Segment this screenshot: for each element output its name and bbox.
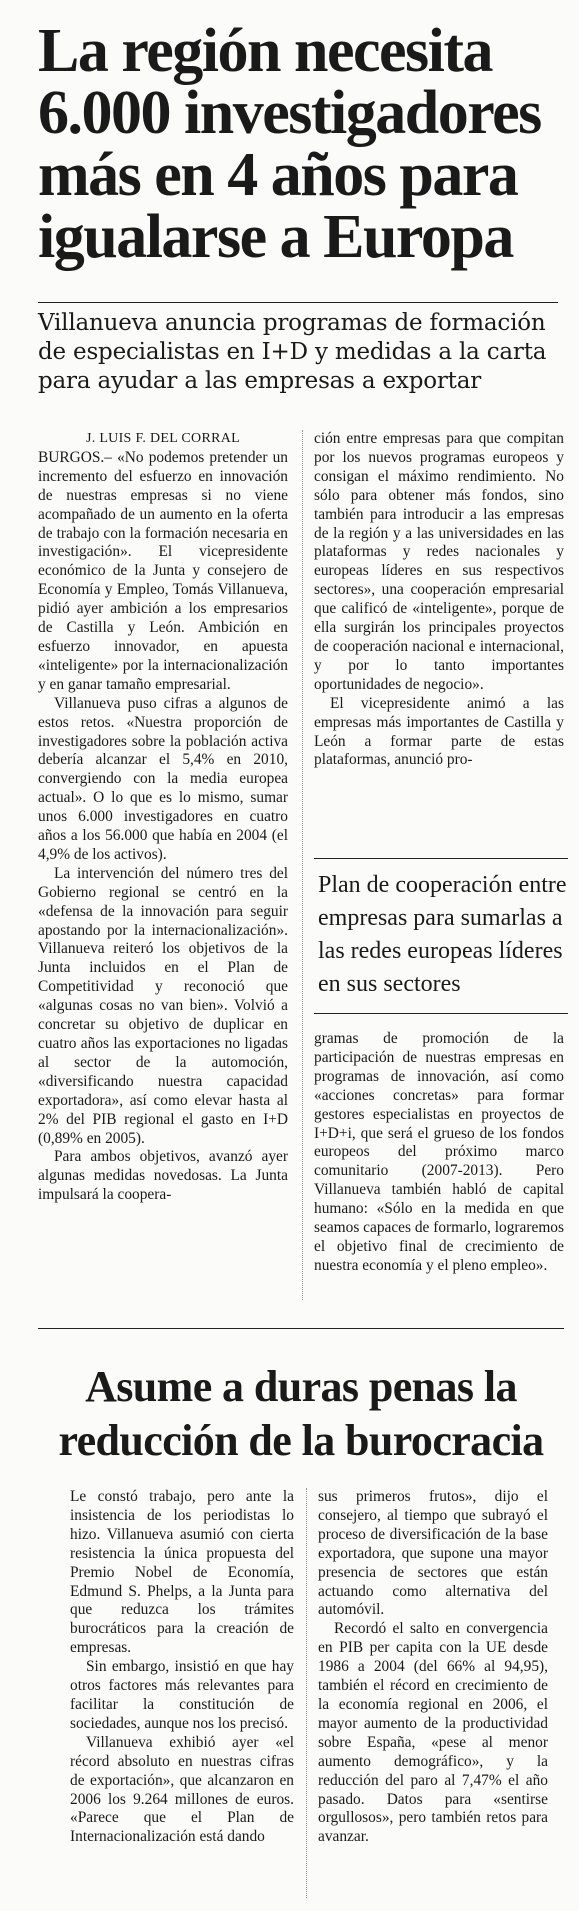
paragraph: ción entre empresas para que compitan por los nuevos programas europeos y consigan el máximo rendimiento. No sólo para obtener más fondos, sino también para introducir a las empresas de la región y a las universidades en las plataformas y redes nacionales y europeas líderes en sus respectivos sectores», una cooperación empresarial que calificó de «inteligente», porque de ella surgirán los principales proyectos de cooperación nacional e internacional, y por lo tanto importantes oportunidades de negocio». [314,430,564,693]
paragraph: Para ambos objetivos, avanzó ayer algunas medidas novedosas. La Junta impulsará la coopera- [38,1148,288,1204]
byline: J. LUIS F. DEL CORRAL [85,431,240,446]
paragraph: gramas de promoción de la participación de nuestras empresas en programas de innovación, así como «acciones concretas» para formar gestores especialistas en proyectos de I+D+i, que será el grueso de los fondos europeos del próximo marco comunitario (2007-2013). Pero Villanueva también habló de capital humano: «Sólo en la medida en que seamos capaces de formarlo, lograremos el objetivo final de crecimiento de nuestra economía y el pleno empleo». [314,1030,564,1274]
column-divider [302,430,303,1300]
paragraph: Villanueva exhibió ayer «el récord absoluto en nuestras cifras de exportación», que alcanzaron en 2006 los 9.264 millones de euros. «Parece que el Plan de Internacionalización está dando [70,1733,294,1846]
section-divider [38,1328,564,1329]
column-divider [306,1488,307,1898]
paragraph: El vicepresidente animó a las empresas más importantes de Castilla y León a formar parte de estas plataformas, anunció pro- [314,694,564,769]
subheadline: Villanueva anuncia programas de formación de especialistas en I+D y medidas a la carta para ayudar a las empresas a exportar [38,302,558,396]
article2-column-1 [70,1488,294,1847]
paragraph: Le constó trabajo, pero ante la insistencia de los periodistas lo hizo. Villanueva asumió con cierta resistencia la única propuesta del Premio Nobel de Economía, Edmund S. Phelps, a la Junta para que reduzca los trámites burocráticos para la creación de empresas. [70,1488,294,1657]
secondary-headline: Asume a duras penas la reducción de la burocracia [58,1362,544,1465]
paragraph: Villanueva puso cifras a algunos de estos retos. «Nuestra proporción de investigadores sobre la población activa debería alcanzar el 5,4% en 2010, convergiendo con la media europea actual». O lo que es lo mismo, sumar unos 6.000 investigadores en cuatro años a los 56.000 que había en 2004 (el 4,9% de los activos). [38,694,288,863]
paragraph: Sin embargo, insistió en que hay otros factores más relevantes para facilitar la constitución de sociedades, aunque nos los precisó. [70,1658,294,1732]
article1-column-2 [314,430,564,770]
paragraph: sus primeros frutos», dijo el consejero, al tiempo que subrayó el proceso de diversificación de la base exportadora, que supone una mayor presencia de sectores que están actuando como alternativa del automóvil. [318,1488,548,1619]
article2-column-2 [318,1488,548,1847]
pull-quote: Plan de cooperación entre empresas para sumarlas a las redes europeas líderes en sus sectores [314,858,568,1014]
paragraph: Recordó el salto en convergencia en PIB per capita con la UE desde 1986 a 2004 (del 66% al 94,95), también el récord en crecimiento de la economía regional en 2006, el mayor aumento de la productividad sobre España, «pese al menor aumento demográfico», y la reducción del paro al 7,47% el año pasado. Datos para «sentirse orgullosos», pero también retos para avanzar. [318,1620,548,1846]
paragraph: BURGOS.– «No podemos pretender un incremento del esfuerzo en innovación de nuestras empresas si no viene acompañado de un aumento en la oferta de trabajo con la formación necesaria en investigación». El vicepresidente económico de la Junta y consejero de Economía y Empleo, Tomás Villanueva, pidió ayer ambición a los empresarios de Castilla y León. Ambición en esfuerzo innovador, en apuesta «inteligente» por la internacionalización y en ganar tamaño empresarial. [38,448,288,693]
article1-column-1 [38,430,288,1205]
headline: La región necesita 6.000 investigadores más en 4 años para igualarse a Europa [38,17,541,271]
article1-column-2-continued [314,1030,564,1276]
paragraph: La intervención del número tres del Gobierno regional se centró en la «defensa de la innovación para seguir apostando por la internacionalización». Villanueva reiteró los objetivos de la Junta incluidos en el Plan de Competitividad y reconoció que «algunas cosas no van bien». Volvió a concretar su objetivo de duplicar en cuatro años las exportaciones no ligadas al sector de la automoción, «diversificando nuestra capacidad exportadora», así como elevar hasta al 2% del PIB regional el gasto en I+D (0,89% en 2005). [38,864,288,1147]
